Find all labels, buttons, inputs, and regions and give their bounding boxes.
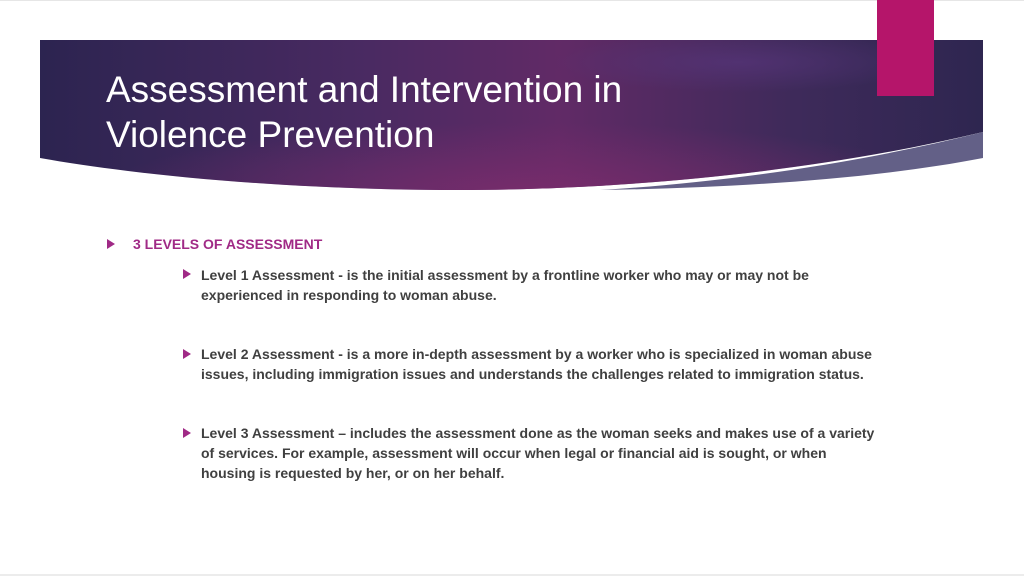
- list-item-line: Level 1 Assessment - is the initial assessment by a frontline worker who may or may not be: [201, 267, 809, 283]
- list-item-line: Level 2 Assessment - is a more in-depth assessment by a worker who is specialized in woman abuse: [201, 346, 872, 362]
- list-item-line: of services. For example, assessment will occur when legal or financial aid is sought, or when: [201, 445, 827, 461]
- list-item-line: experienced in responding to woman abuse.: [201, 287, 497, 303]
- list-item-line: issues, including immigration issues and understands the challenges related to immigration status.: [201, 366, 864, 382]
- slide-title: [106, 67, 806, 157]
- triangle-right-icon: [183, 349, 191, 359]
- list-item-line: Level 3 Assessment – includes the assessment done as the woman seeks and makes use of a variety: [201, 425, 875, 441]
- list-item-level-3: [201, 423, 991, 483]
- list-item-line: housing is requested by her, or on her behalf.: [201, 465, 505, 481]
- slide-title-line-2: Violence Prevention: [106, 114, 435, 155]
- triangle-right-icon: [183, 269, 191, 279]
- triangle-right-icon: [107, 239, 115, 249]
- list-item-level-2: [201, 344, 991, 384]
- top-divider: [0, 0, 1024, 1]
- list-item-level-1: [201, 265, 991, 305]
- accent-tab: [877, 0, 934, 96]
- slide-title-line-1: Assessment and Intervention in: [106, 69, 623, 110]
- triangle-right-icon: [183, 428, 191, 438]
- section-heading: 3 LEVELS OF ASSESSMENT: [133, 236, 323, 252]
